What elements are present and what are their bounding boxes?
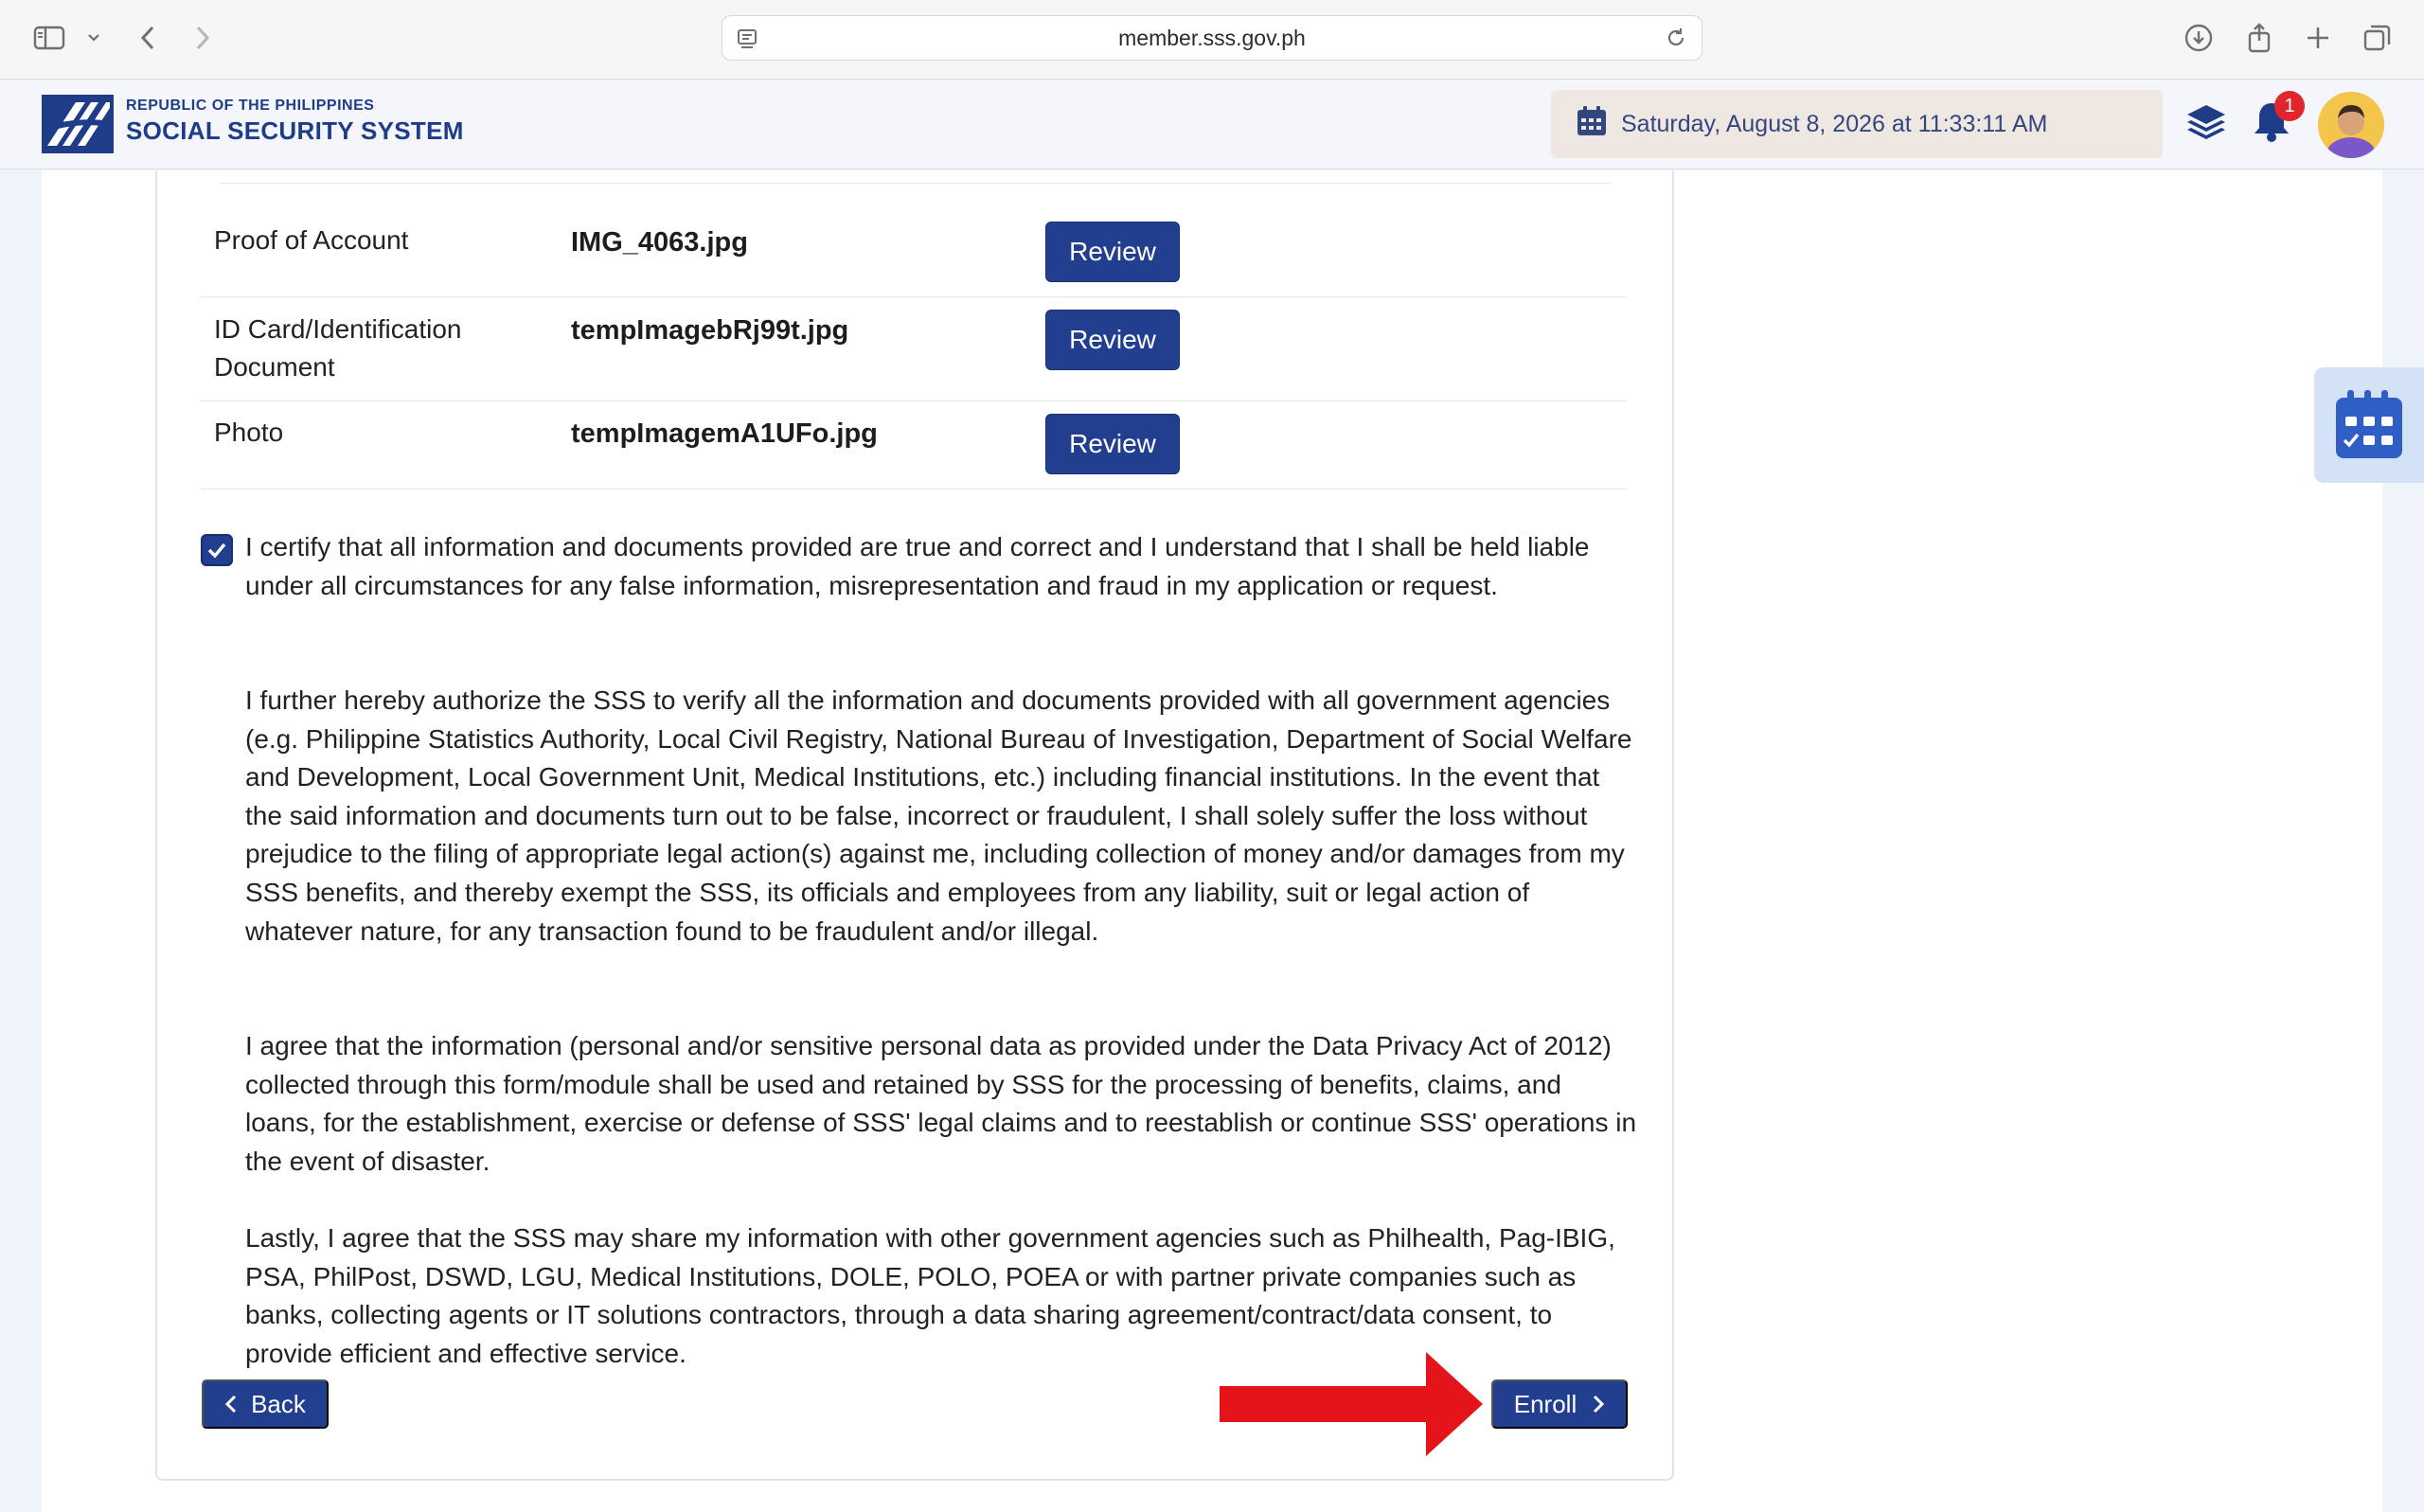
document-label: Photo [214,418,284,447]
enroll-button-label: Enroll [1513,1389,1577,1418]
floating-calendar-button[interactable] [2314,367,2424,483]
review-id-card-button[interactable]: Review [1045,310,1180,370]
checkmark-icon [206,542,227,559]
chevron-down-icon[interactable] [81,19,106,57]
datetime-text: Saturday, August 8, 2026 at 11:33:11 AM [1621,110,2048,137]
red-arrow-annotation [1220,1352,1483,1456]
back-nav-icon[interactable] [131,19,165,57]
url-text: member.sss.gov.ph [1118,25,1306,50]
avatar[interactable] [2318,92,2384,158]
tab-overview-icon[interactable] [2358,19,2397,57]
enroll-button[interactable] [1491,1379,1628,1429]
document-label: ID Card/Identification Document [214,314,462,382]
document-file-name: IMG_4063.jpg [571,227,748,258]
reload-icon[interactable] [1664,26,1688,56]
sidebar-toggle-icon[interactable] [28,19,70,57]
address-bar[interactable] [722,15,1702,61]
review-photo-button[interactable]: Review [1045,414,1180,474]
back-button-label: Back [251,1389,306,1418]
document-file-name: tempImagebRj99t.jpg [571,315,849,346]
share-icon[interactable] [2240,19,2278,57]
review-proof-of-account-button[interactable]: Review [1045,222,1180,282]
row-divider [201,400,1627,401]
site-header [0,80,2424,169]
certify-checkbox[interactable] [201,534,233,566]
authorization-paragraph: I further hereby authorize the SSS to verify all the information and documents provided with all government agencies (e.g. Philippine Statistics Authority, Local Civil Registry, National Bureau of Investigation, Department of Social Welfare and Development, Local Government Unit, Medical Institutions, etc.) including financial institutions. In the event that the said information and documents turn out to be false, incorrect or fraudulent, I shall solely suffer the loss without prejudice to the filing of appropriate legal action(s) against me, including collection of money and/or damages from my SSS benefits, and thereby exempt the SSS, its officials and employees from any liability, suit or legal action of whatever nature, for any transaction found to be fraudulent and/or illegal. [245,685,1632,946]
data-privacy-paragraph: I agree that the information (personal and/or sensitive personal data as provided under the Data Privacy Act of 2012) collected through this form/module shall be used and retained by SSS for the processing of benefits, claims, and loans, for the establishment, exercise or defense of SSS' legal claims and to reestablish or continue SSS' operations in the event of disaster. [245,1031,1637,1176]
row-divider [201,296,1627,297]
calendar-icon [1576,105,1608,144]
data-sharing-paragraph: Lastly, I agree that the SSS may share my information with other government agencies such as Philhealth, Pag-IBIG, PSA, PhilPost, DSWD, LGU, Medical Institutions, DOLE, POLO, POEA or with partner private companies such as banks, collecting agents or IT solutions contractors, through a data sharing agreement/contract/data consent, to provide efficient and effective service. [245,1223,1615,1368]
certification-paragraph: I certify that all information and documents provided are true and correct and I understand that I shall be held liable under all circumstances for any false information, misrepresentation and fraud in my application or request. [245,532,1590,600]
datetime-display [1551,90,2163,158]
logo-title: SOCIAL SECURITY SYSTEM [126,116,464,145]
sss-logo[interactable] [42,95,114,153]
calendar-grid-icon [2332,388,2406,462]
download-icon[interactable] [2180,19,2218,57]
page-icon [736,27,760,57]
new-tab-icon[interactable] [2299,19,2337,57]
notification-badge: 1 [2274,91,2305,121]
chevron-left-icon [224,1394,238,1414]
document-label: Proof of Account [214,225,409,255]
back-button[interactable] [202,1379,329,1429]
row-divider [220,183,1610,184]
forward-nav-icon[interactable] [186,19,220,57]
logo-subtitle: REPUBLIC OF THE PHILIPPINES [126,98,375,114]
layers-icon[interactable] [2185,101,2227,148]
chevron-right-icon [1592,1394,1605,1414]
site-brand [126,98,464,146]
browser-toolbar [0,0,2424,80]
document-file-name: tempImagemA1UFo.jpg [571,418,878,449]
